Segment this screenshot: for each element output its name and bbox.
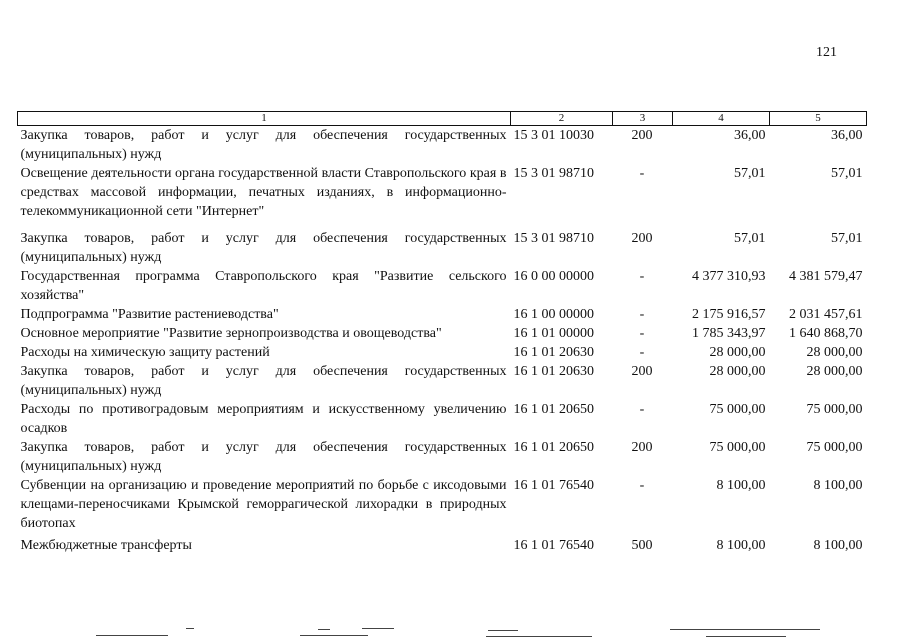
row-code: 16 1 01 00000 [513, 326, 594, 341]
table-row [18, 343, 867, 362]
row-value-4: 1 785 343,97 [692, 326, 766, 341]
table-row [18, 324, 867, 343]
row-code: 16 1 01 76540 [513, 478, 594, 493]
header-row [18, 112, 867, 126]
row-name: Основное мероприятие "Развитие зернопроизводства и овощеводства" [20, 326, 442, 341]
row-type: - [639, 478, 645, 493]
row-type: - [639, 307, 645, 322]
table-row [18, 164, 867, 221]
footer-line [186, 628, 194, 629]
row-type: - [639, 345, 645, 360]
row-name: Закупка товаров, работ и услуг для обеспечения государственных (муниципальных) нужд [20, 364, 507, 398]
row-value-4: 8 100,00 [716, 478, 766, 493]
row-code: 15 3 01 98710 [513, 166, 594, 181]
row-name: Закупка товаров, работ и услуг для обеспечения государственных (муниципальных) нужд [20, 231, 507, 265]
row-value-5: 4 381 579,47 [789, 269, 863, 284]
row-type: - [639, 166, 645, 181]
row-value-4: 28 000,00 [709, 345, 766, 360]
row-value-5: 1 640 868,70 [789, 326, 863, 341]
row-code: 15 3 01 98710 [513, 231, 594, 246]
row-name: Государственная программа Ставропольского края "Развитие сельского хозяйства" [20, 269, 507, 303]
row-name: Закупка товаров, работ и услуг для обеспечения государственных (муниципальных) нужд [20, 128, 507, 162]
row-type: 200 [631, 231, 653, 246]
table-row [18, 476, 867, 533]
row-code: 16 1 01 20630 [513, 364, 594, 379]
row-value-5: 75 000,00 [806, 402, 863, 417]
row-code: 16 1 01 20650 [513, 440, 594, 455]
page-number: 121 [816, 45, 837, 60]
row-code: 15 3 01 10030 [513, 128, 594, 143]
budget-table [17, 111, 867, 555]
row-name: Закупка товаров, работ и услуг для обеспечения государственных (муниципальных) нужд [20, 440, 507, 474]
footer-line [318, 629, 330, 630]
footer-line [706, 636, 786, 637]
table-header [18, 112, 867, 126]
header-col-3: 3 [613, 112, 673, 126]
table-row [18, 221, 867, 267]
table-row [18, 438, 867, 476]
row-value-5: 2 031 457,61 [789, 307, 863, 322]
footer-line [486, 636, 592, 637]
footer-line [362, 628, 394, 629]
row-name: Освещение деятельности органа государственной власти Ставропольского края в средствах массовой информации, печатных изданиях, в информационно-телекоммуникационной сети "Интернет" [20, 166, 507, 219]
row-value-4: 57,01 [734, 231, 766, 246]
row-value-4: 28 000,00 [709, 364, 766, 379]
row-name: Подпрограмма "Развитие растениеводства" [20, 307, 279, 322]
footer-line [670, 629, 820, 630]
row-value-4: 36,00 [734, 128, 766, 143]
row-value-4: 4 377 310,93 [692, 269, 766, 284]
footer-line [488, 630, 518, 631]
row-code: 16 1 01 20630 [513, 345, 594, 360]
table-row [18, 126, 867, 165]
row-value-5: 28 000,00 [806, 345, 863, 360]
header-col-5: 5 [770, 112, 867, 126]
row-type: 200 [631, 128, 653, 143]
row-type: 500 [631, 538, 653, 553]
row-value-4: 75 000,00 [709, 440, 766, 455]
row-code: 16 1 00 00000 [513, 307, 594, 322]
row-type: 200 [631, 440, 653, 455]
row-type: 200 [631, 364, 653, 379]
row-name: Расходы на химическую защиту растений [20, 345, 270, 360]
table-row [18, 267, 867, 305]
table-body [18, 126, 867, 556]
row-name: Межбюджетные трансферты [20, 538, 192, 553]
row-type: - [639, 402, 645, 417]
row-value-5: 28 000,00 [806, 364, 863, 379]
row-value-4: 57,01 [734, 166, 766, 181]
table-row [18, 400, 867, 438]
header-col-2: 2 [511, 112, 613, 126]
row-value-4: 8 100,00 [716, 538, 766, 553]
footer-line [300, 635, 368, 636]
row-value-5: 36,00 [831, 128, 863, 143]
row-value-5: 8 100,00 [813, 538, 863, 553]
row-value-5: 57,01 [831, 166, 863, 181]
table-row [18, 305, 867, 324]
table-row [18, 533, 867, 555]
row-code: 16 1 01 20650 [513, 402, 594, 417]
row-type: - [639, 326, 645, 341]
footer-signature-lines [0, 625, 903, 640]
row-value-4: 2 175 916,57 [692, 307, 766, 322]
header-col-4: 4 [673, 112, 770, 126]
row-value-5: 57,01 [831, 231, 863, 246]
table-row [18, 362, 867, 400]
row-name: Субвенции на организацию и проведение мероприятий по борьбе с иксодовыми клещами-переносчиками Крымской геморрагической лихорадки в природных биотопах [20, 478, 507, 531]
header-col-1: 1 [18, 112, 511, 126]
footer-line [96, 635, 168, 636]
row-name: Расходы по противоградовым мероприятиям и искусственному увеличению осадков [20, 402, 507, 436]
row-type: - [639, 269, 645, 284]
row-value-5: 75 000,00 [806, 440, 863, 455]
row-value-4: 75 000,00 [709, 402, 766, 417]
row-code: 16 1 01 76540 [513, 538, 594, 553]
row-code: 16 0 00 00000 [513, 269, 594, 284]
row-value-5: 8 100,00 [813, 478, 863, 493]
